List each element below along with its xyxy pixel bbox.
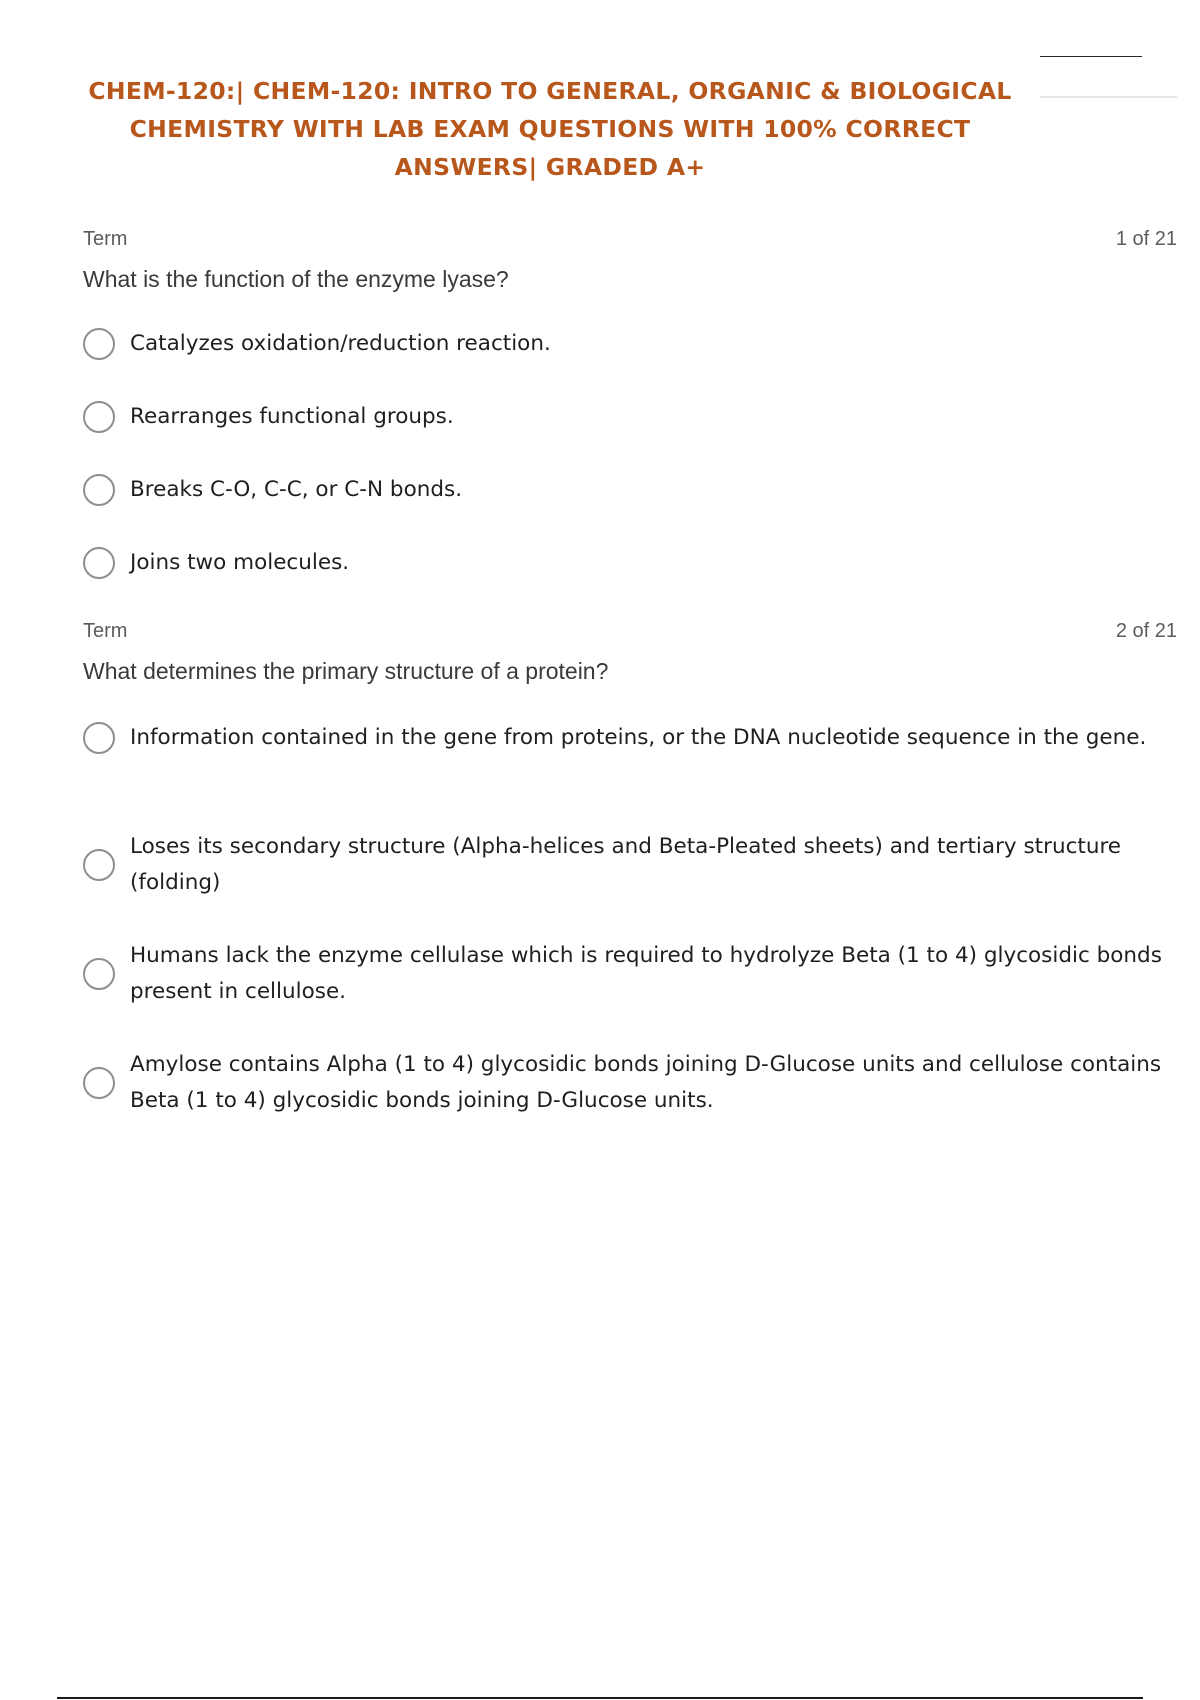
answer-option[interactable]: [83, 829, 1180, 901]
answer-option-text: Breaks C-O, C-C, or C-N bonds.: [130, 477, 463, 502]
footer-rule: [57, 1697, 1143, 1699]
radio-button-icon[interactable]: [83, 474, 115, 506]
answer-option-text: Loses its secondary structure (Alpha-helices and Beta-Pleated sheets) and tertiary structure (folding): [130, 834, 1122, 895]
answer-option[interactable]: [83, 326, 1180, 362]
radio-button-icon[interactable]: [83, 1067, 115, 1099]
answer-option[interactable]: [83, 720, 1180, 756]
answer-option-text: Rearranges functional groups.: [130, 404, 454, 429]
radio-button-icon[interactable]: [83, 547, 115, 579]
answer-option-text: Humans lack the enzyme cellulase which is required to hydrolyze Beta (1 to 4) glycosidic bonds present in cellulose.: [130, 943, 1162, 1004]
question-text: What is the function of the enzyme lyase?: [83, 266, 509, 292]
answer-option[interactable]: [83, 472, 1180, 508]
header-rule-light: [1040, 96, 1177, 98]
radio-button-icon[interactable]: [83, 401, 115, 433]
answer-option-text: Amylose contains Alpha (1 to 4) glycosidic bonds joining D-Glucose units and cellulose contains Beta (1 to 4) glycosidic bonds joining D-Glucose units.: [130, 1052, 1162, 1113]
term-label: Term: [83, 228, 128, 250]
term-header: [83, 228, 1177, 254]
answer-option-text: Information contained in the gene from proteins, or the DNA nucleotide sequence in the gene.: [130, 725, 1147, 750]
term-counter: 2 of 21: [1115, 620, 1177, 642]
term-counter: 1 of 21: [1115, 228, 1177, 250]
term-card-1: [83, 228, 1177, 575]
answer-option[interactable]: [83, 938, 1180, 1010]
radio-button-icon[interactable]: [83, 958, 115, 990]
term-header: [83, 620, 1177, 646]
radio-button-icon[interactable]: [83, 328, 115, 360]
header-rule-dark: [1040, 56, 1142, 57]
radio-button-icon[interactable]: [83, 722, 115, 754]
term-card-2: [83, 620, 1177, 1113]
term-label: Term: [83, 620, 128, 642]
answer-option[interactable]: [83, 545, 1180, 581]
answer-option[interactable]: [83, 1047, 1180, 1119]
answer-option-text: Joins two molecules.: [130, 550, 350, 575]
answer-option[interactable]: [83, 399, 1180, 435]
question-text: What determines the primary structure of a protein?: [83, 658, 609, 684]
radio-button-icon[interactable]: [83, 849, 115, 881]
answer-option-text: Catalyzes oxidation/reduction reaction.: [130, 331, 551, 356]
document-title: CHEM-120:| CHEM-120: INTRO TO GENERAL, ORGANIC & BIOLOGICAL CHEMISTRY WITH LAB EXAM QUESTIONS WITH 100% CORRECT ANSWERS| GRADED A+: [88, 77, 1012, 181]
